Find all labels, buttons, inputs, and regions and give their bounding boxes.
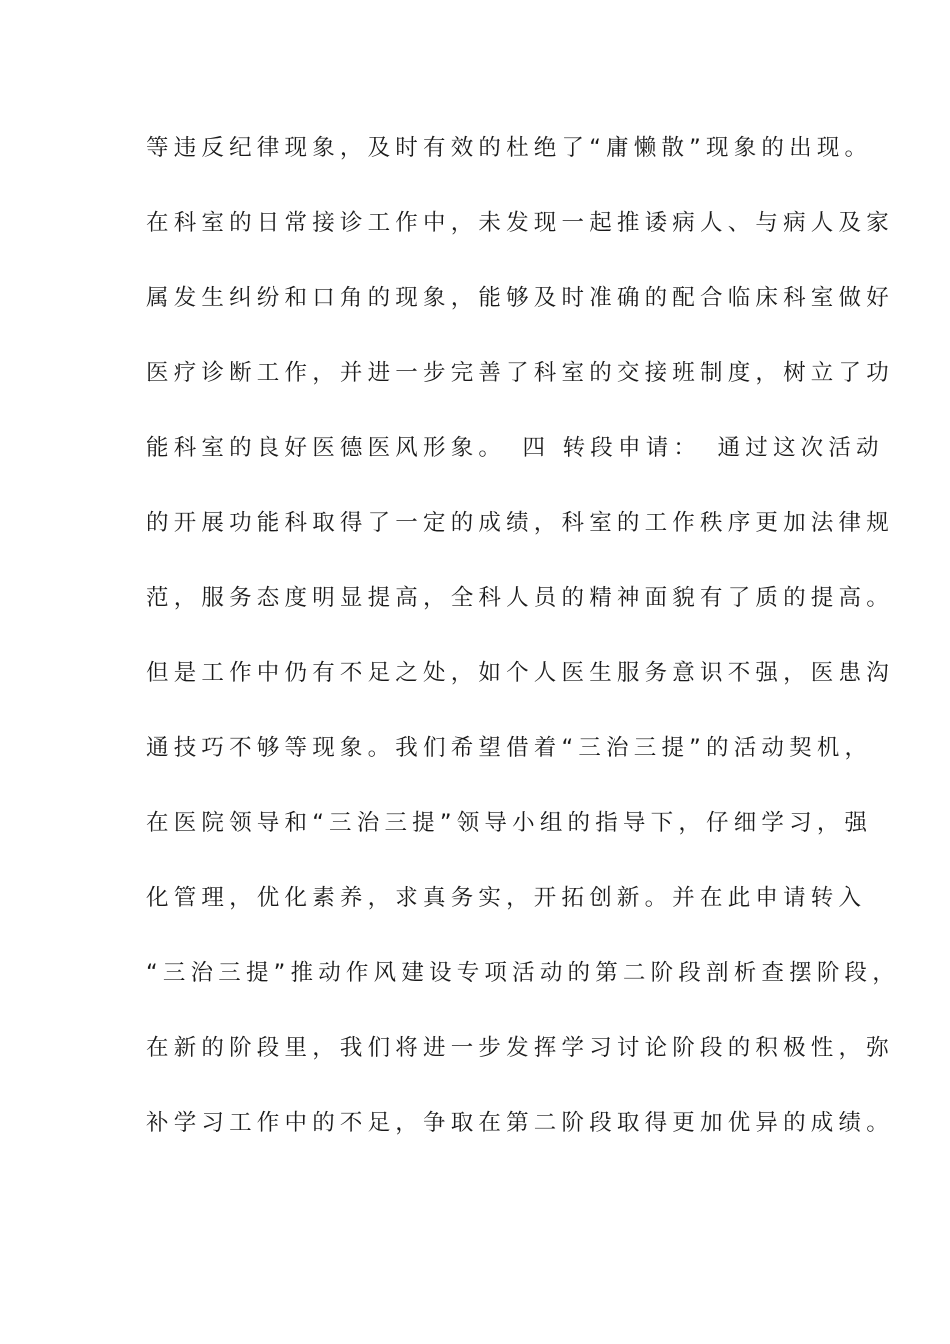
text-line: 等违反纪律现象，及时有效的杜绝了“庸懒散”现象的出现。 — [146, 135, 873, 161]
text-line: 范，服务态度明显提高，全科人员的精神面貌有了质的提高。 — [146, 585, 894, 611]
text-line: 属发生纠纷和口角的现象，能够及时准确的配合临床科室做好 — [146, 285, 894, 311]
text-line: 化管理，优化素养，求真务实，开拓创新。并在此申请转入 — [146, 885, 867, 911]
text-line: 在科室的日常接诊工作中，未发现一起推诿病人、与病人及家 — [146, 210, 894, 236]
text-line: 医疗诊断工作，并进一步完善了科室的交接班制度，树立了功 — [146, 360, 894, 386]
text-line: 通技巧不够等现象。我们希望借着“三治三提”的活动契机， — [146, 735, 873, 761]
text-line: 补学习工作中的不足，争取在第二阶段取得更加优异的成绩。 — [146, 1110, 894, 1136]
text-line: “三治三提”推动作风建设专项活动的第二阶段剖析查摆阶段， — [146, 960, 900, 986]
text-line: 但是工作中仍有不足之处，如个人医生服务意识不强，医患沟 — [146, 660, 894, 686]
body-text — [146, 128, 900, 1178]
text-line: 能科室的良好医德医风形象。 四 转段申请： 通过这次活动 — [146, 435, 884, 461]
text-line: 在医院领导和“三治三提”领导小组的指导下，仔细学习，强 — [146, 810, 873, 836]
text-line: 的开展功能科取得了一定的成绩，科室的工作秩序更加法律规 — [146, 510, 894, 536]
text-line: 在新的阶段里，我们将进一步发挥学习讨论阶段的积极性，弥 — [146, 1035, 894, 1061]
